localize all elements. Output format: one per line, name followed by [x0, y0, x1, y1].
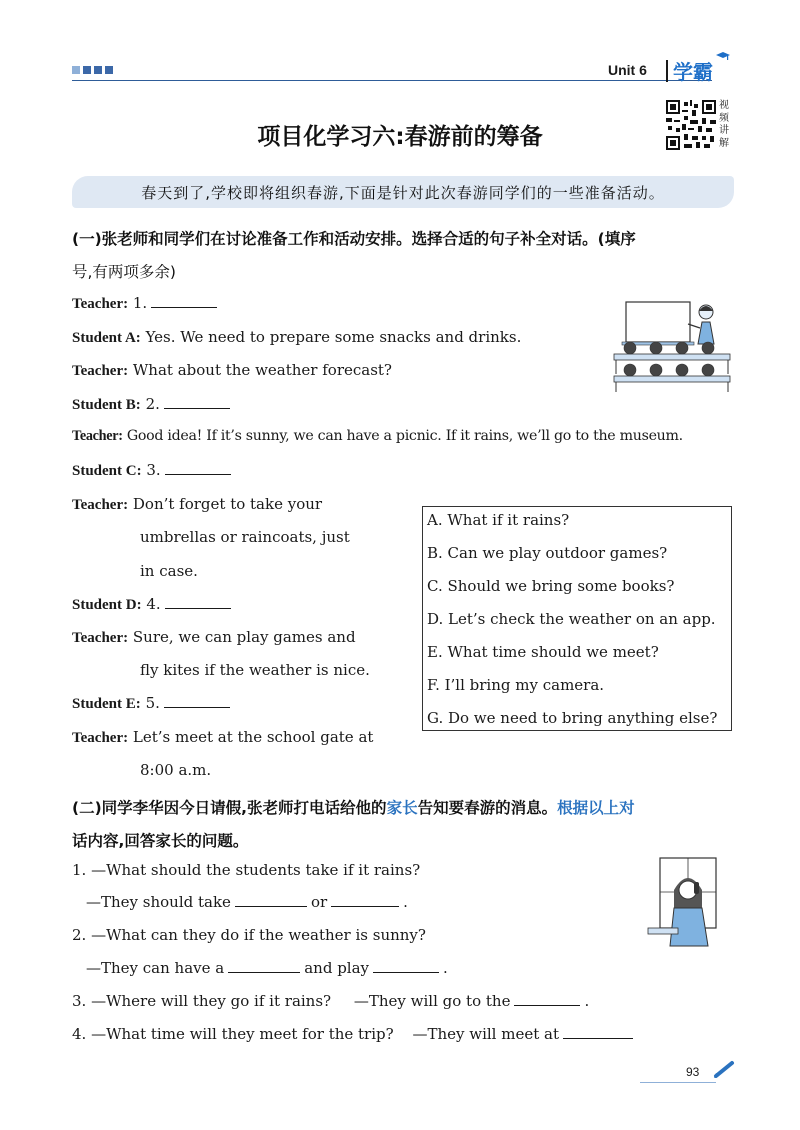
dialogue-line: Student E: 5. [72, 694, 234, 713]
answer-blank[interactable] [151, 294, 217, 308]
qr-caption: 视频讲解 [719, 100, 729, 149]
dialogue-line: Student C: 3. [72, 461, 235, 480]
part2-instruction: (二)同学李华因今日请假,张老师打电话给他的家长告知要春游的消息。根据以上对 [72, 799, 635, 817]
dialogue-line: Student A: Yes. We need to prepare some snacks and drinks. [72, 328, 522, 346]
answer-line-1: —They should take or . [86, 893, 408, 911]
classroom-illustration [612, 296, 732, 394]
option-d: D. Let’s check the weather on an app. [427, 610, 716, 628]
dialogue-line: fly kites if the weather is nice. [140, 661, 370, 679]
brand-logo: 学霸 [673, 60, 713, 84]
intro-banner [72, 176, 734, 208]
option-f: F. I’ll bring my camera. [427, 676, 605, 694]
graduation-cap-icon [716, 52, 730, 61]
phone-call-illustration [646, 856, 732, 948]
answer-blank[interactable] [165, 461, 231, 475]
dialogue-line: in case. [140, 562, 198, 580]
answer-blank[interactable] [514, 992, 580, 1006]
pencil-icon [712, 1060, 736, 1078]
part1-instruction: (一)张老师和同学们在讨论准备工作和活动安排。选择合适的句子补全对话。(填序 [72, 230, 636, 248]
dialogue-line: umbrellas or raincoats, just [140, 528, 350, 546]
dialogue-line: Teacher: What about the weather forecast? [72, 361, 392, 379]
intro-text: 春天到了,学校即将组织春游,下面是针对此次春游同学们的一些准备活动。 [141, 184, 665, 202]
page-title: 项目化学习六:春游前的筹备 [257, 124, 543, 150]
option-c: C. Should we bring some books? [427, 577, 675, 595]
dialogue-line: Student D: 4. [72, 595, 235, 614]
dialogue-line: Teacher: Sure, we can play games and [72, 628, 356, 646]
part1-instruction-cont: 号,有两项多余) [72, 263, 176, 281]
question-2: 2. —What can they do if the weather is sunny? [72, 926, 426, 944]
header-decoration [72, 66, 113, 74]
dialogue-line: Teacher: 1. [72, 294, 221, 313]
question-4: 4. —What time will they meet for the trip? —They will meet at [72, 1025, 637, 1043]
dialogue-line: 8:00 a.m. [140, 761, 212, 779]
answer-blank[interactable] [235, 893, 307, 907]
answer-blank[interactable] [164, 395, 230, 409]
option-a: A. What if it rains? [427, 511, 570, 529]
answer-blank[interactable] [373, 959, 439, 973]
header-separator [666, 60, 668, 82]
dialogue-line: Teacher: Let’s meet at the school gate at [72, 728, 374, 746]
page-header [0, 0, 800, 90]
header-rule [72, 80, 712, 81]
page-number-rule [640, 1082, 716, 1083]
unit-label: Unit 6 [608, 62, 647, 78]
answer-blank[interactable] [331, 893, 399, 907]
answer-blank[interactable] [563, 1025, 633, 1039]
question-1: 1. —What should the students take if it rains? [72, 861, 421, 879]
answer-blank[interactable] [228, 959, 300, 973]
answer-line-2: —They can have a and play . [86, 959, 448, 977]
option-g: G. Do we need to bring anything else? [427, 709, 718, 727]
answer-blank[interactable] [164, 694, 230, 708]
answer-blank[interactable] [165, 595, 231, 609]
dialogue-line: Teacher: Good idea! If it’s sunny, we can have a picnic. If it rains, we’ll go to the museum. [72, 428, 683, 444]
part2-instruction-cont: 话内容,回答家长的问题。 [72, 832, 249, 850]
dialogue-line: Teacher: Don’t forget to take your [72, 495, 323, 513]
page-number: 93 [686, 1065, 700, 1079]
qr-code-icon[interactable] [666, 100, 716, 150]
dialogue-line: Student B: 2. [72, 395, 234, 414]
option-e: E. What time should we meet? [427, 643, 659, 661]
options-box [422, 506, 732, 731]
option-b: B. Can we play outdoor games? [427, 544, 668, 562]
question-3: 3. —Where will they go if it rains? —They will go to the . [72, 992, 590, 1010]
